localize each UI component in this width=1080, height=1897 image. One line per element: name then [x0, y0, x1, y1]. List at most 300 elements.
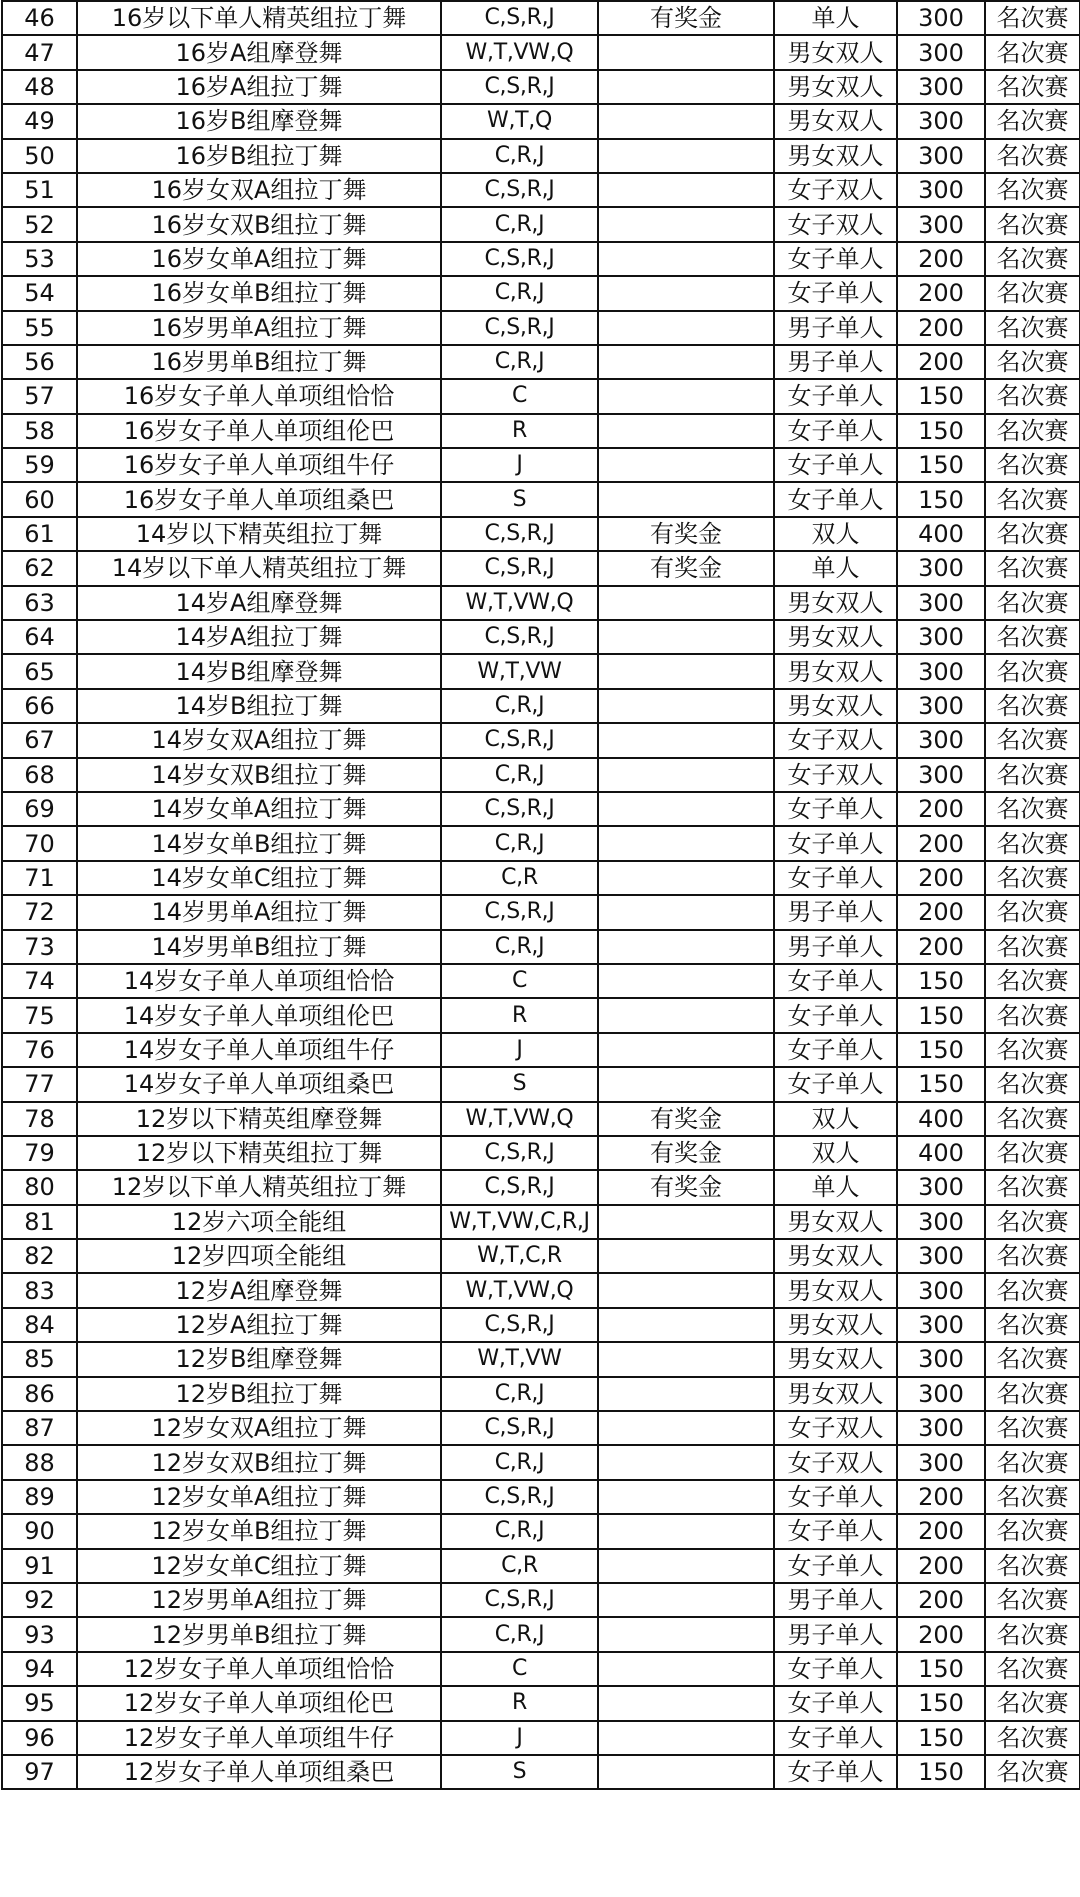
prize-cell — [598, 414, 774, 448]
fee-cell: 300 — [897, 1342, 985, 1376]
prize-cell: 有奖金 — [598, 1, 774, 35]
dances-cell: C,S,R,J — [441, 517, 598, 551]
row-number-cell: 77 — [2, 1067, 77, 1101]
dances-cell: W,T,VW,C,R,J — [441, 1205, 598, 1239]
prize-cell — [598, 654, 774, 688]
row-number-cell: 95 — [2, 1686, 77, 1720]
format-cell: 名次赛 — [985, 1411, 1080, 1445]
fee-cell: 150 — [897, 448, 985, 482]
row-number-cell: 71 — [2, 861, 77, 895]
table-row — [2, 792, 1080, 826]
event-name-cell: 12岁B组摩登舞 — [77, 1342, 441, 1376]
fee-cell: 200 — [897, 242, 985, 276]
category-cell: 女子单人 — [774, 964, 897, 998]
prize-cell — [598, 1583, 774, 1617]
table-row — [2, 1721, 1080, 1755]
table-row — [2, 70, 1080, 104]
table-row — [2, 1102, 1080, 1136]
table-row — [2, 861, 1080, 895]
row-number-cell: 91 — [2, 1549, 77, 1583]
event-name-cell: 16岁女双A组拉丁舞 — [77, 173, 441, 207]
row-number-cell: 58 — [2, 414, 77, 448]
row-number-cell: 66 — [2, 689, 77, 723]
prize-cell — [598, 620, 774, 654]
category-cell: 男子单人 — [774, 895, 897, 929]
dances-cell: R — [441, 998, 598, 1032]
fee-cell: 150 — [897, 998, 985, 1032]
format-cell: 名次赛 — [985, 35, 1080, 69]
fee-cell: 150 — [897, 1721, 985, 1755]
prize-cell — [598, 1755, 774, 1789]
category-cell: 男女双人 — [774, 70, 897, 104]
format-cell: 名次赛 — [985, 1205, 1080, 1239]
dances-cell: W,T,VW,Q — [441, 1102, 598, 1136]
prize-cell — [598, 1652, 774, 1686]
fee-cell: 200 — [897, 1480, 985, 1514]
event-name-cell: 14岁女子单人单项组恰恰 — [77, 964, 441, 998]
event-name-cell: 12岁四项全能组 — [77, 1239, 441, 1273]
dances-cell: C,S,R,J — [441, 1308, 598, 1342]
format-cell: 名次赛 — [985, 448, 1080, 482]
table-row — [2, 414, 1080, 448]
table-row — [2, 1583, 1080, 1617]
row-number-cell: 70 — [2, 826, 77, 860]
format-cell: 名次赛 — [985, 207, 1080, 241]
event-name-cell: 14岁B组拉丁舞 — [77, 689, 441, 723]
table-row — [2, 1549, 1080, 1583]
category-cell: 女子单人 — [774, 276, 897, 310]
fee-cell: 150 — [897, 414, 985, 448]
prize-cell: 有奖金 — [598, 517, 774, 551]
fee-cell: 150 — [897, 1755, 985, 1789]
format-cell: 名次赛 — [985, 1583, 1080, 1617]
category-cell: 双人 — [774, 1102, 897, 1136]
table-row — [2, 1239, 1080, 1273]
format-cell: 名次赛 — [985, 1170, 1080, 1204]
category-cell: 女子单人 — [774, 1514, 897, 1548]
prize-cell — [598, 895, 774, 929]
fee-cell: 200 — [897, 895, 985, 929]
prize-cell — [598, 792, 774, 826]
event-name-cell: 16岁男单B组拉丁舞 — [77, 345, 441, 379]
dances-cell: W,T,VW — [441, 1342, 598, 1376]
row-number-cell: 83 — [2, 1273, 77, 1307]
table-row — [2, 654, 1080, 688]
table-row — [2, 1273, 1080, 1307]
prize-cell — [598, 104, 774, 138]
row-number-cell: 75 — [2, 998, 77, 1032]
category-cell: 男女双人 — [774, 1342, 897, 1376]
fee-cell: 200 — [897, 861, 985, 895]
fee-cell: 150 — [897, 964, 985, 998]
table-row — [2, 1617, 1080, 1651]
dances-cell: C,R,J — [441, 1617, 598, 1651]
prize-cell — [598, 758, 774, 792]
format-cell: 名次赛 — [985, 895, 1080, 929]
dances-cell: S — [441, 1755, 598, 1789]
dances-cell: S — [441, 1067, 598, 1101]
dances-cell: C,S,R,J — [441, 551, 598, 585]
event-name-cell: 12岁女双A组拉丁舞 — [77, 1411, 441, 1445]
prize-cell — [598, 1617, 774, 1651]
dances-cell: C,R,J — [441, 139, 598, 173]
dances-cell: C,S,R,J — [441, 242, 598, 276]
dances-cell: C,S,R,J — [441, 895, 598, 929]
category-cell: 女子单人 — [774, 482, 897, 516]
fee-cell: 300 — [897, 1377, 985, 1411]
dances-cell: C,S,R,J — [441, 792, 598, 826]
row-number-cell: 85 — [2, 1342, 77, 1376]
prize-cell: 有奖金 — [598, 1102, 774, 1136]
prize-cell — [598, 1033, 774, 1067]
format-cell: 名次赛 — [985, 311, 1080, 345]
row-number-cell: 47 — [2, 35, 77, 69]
event-name-cell: 16岁女单B组拉丁舞 — [77, 276, 441, 310]
format-cell: 名次赛 — [985, 1033, 1080, 1067]
format-cell: 名次赛 — [985, 345, 1080, 379]
fee-cell: 150 — [897, 1686, 985, 1720]
table-row — [2, 104, 1080, 138]
prize-cell — [598, 1686, 774, 1720]
dances-cell: C,R,J — [441, 1445, 598, 1479]
category-cell: 男子单人 — [774, 311, 897, 345]
event-name-cell: 12岁A组摩登舞 — [77, 1273, 441, 1307]
format-cell: 名次赛 — [985, 276, 1080, 310]
prize-cell — [598, 1239, 774, 1273]
fee-cell: 200 — [897, 1583, 985, 1617]
event-name-cell: 16岁女子单人单项组牛仔 — [77, 448, 441, 482]
event-name-cell: 16岁女子单人单项组伦巴 — [77, 414, 441, 448]
event-name-cell: 14岁女子单人单项组桑巴 — [77, 1067, 441, 1101]
fee-cell: 300 — [897, 654, 985, 688]
fee-cell: 300 — [897, 173, 985, 207]
format-cell: 名次赛 — [985, 654, 1080, 688]
category-cell: 女子双人 — [774, 207, 897, 241]
table-row — [2, 1033, 1080, 1067]
fee-cell: 300 — [897, 70, 985, 104]
event-name-cell: 14岁女子单人单项组伦巴 — [77, 998, 441, 1032]
table-row — [2, 207, 1080, 241]
table-row — [2, 1411, 1080, 1445]
category-cell: 男女双人 — [774, 1273, 897, 1307]
format-cell: 名次赛 — [985, 1480, 1080, 1514]
fee-cell: 300 — [897, 104, 985, 138]
format-cell: 名次赛 — [985, 242, 1080, 276]
category-cell: 女子单人 — [774, 1721, 897, 1755]
format-cell: 名次赛 — [985, 1239, 1080, 1273]
format-cell: 名次赛 — [985, 1308, 1080, 1342]
fee-cell: 200 — [897, 1549, 985, 1583]
dances-cell: J — [441, 448, 598, 482]
table-row — [2, 998, 1080, 1032]
table-row — [2, 1170, 1080, 1204]
event-name-cell: 14岁B组摩登舞 — [77, 654, 441, 688]
table-row — [2, 930, 1080, 964]
dances-cell: C,R,J — [441, 1377, 598, 1411]
dances-cell: R — [441, 414, 598, 448]
dances-cell: C,S,R,J — [441, 70, 598, 104]
event-name-cell: 12岁女子单人单项组恰恰 — [77, 1652, 441, 1686]
prize-cell — [598, 861, 774, 895]
format-cell: 名次赛 — [985, 1617, 1080, 1651]
event-name-cell: 14岁男单B组拉丁舞 — [77, 930, 441, 964]
event-name-cell: 14岁女单B组拉丁舞 — [77, 826, 441, 860]
table-row — [2, 1342, 1080, 1376]
event-name-cell: 12岁男单B组拉丁舞 — [77, 1617, 441, 1651]
fee-cell: 300 — [897, 1445, 985, 1479]
event-name-cell: 12岁女单B组拉丁舞 — [77, 1514, 441, 1548]
format-cell: 名次赛 — [985, 517, 1080, 551]
dances-cell: C,R,J — [441, 1514, 598, 1548]
format-cell: 名次赛 — [985, 1, 1080, 35]
event-name-cell: 12岁女单A组拉丁舞 — [77, 1480, 441, 1514]
format-cell: 名次赛 — [985, 379, 1080, 413]
row-number-cell: 57 — [2, 379, 77, 413]
category-cell: 女子单人 — [774, 242, 897, 276]
dances-cell: C,S,R,J — [441, 1411, 598, 1445]
prize-cell — [598, 1549, 774, 1583]
row-number-cell: 82 — [2, 1239, 77, 1273]
format-cell: 名次赛 — [985, 551, 1080, 585]
event-name-cell: 12岁男单A组拉丁舞 — [77, 1583, 441, 1617]
table-row — [2, 1067, 1080, 1101]
table-row — [2, 1755, 1080, 1789]
event-name-cell: 12岁A组拉丁舞 — [77, 1308, 441, 1342]
event-name-cell: 12岁女双B组拉丁舞 — [77, 1445, 441, 1479]
row-number-cell: 97 — [2, 1755, 77, 1789]
category-cell: 女子单人 — [774, 414, 897, 448]
fee-cell: 300 — [897, 1308, 985, 1342]
row-number-cell: 52 — [2, 207, 77, 241]
category-cell: 女子双人 — [774, 723, 897, 757]
prize-cell — [598, 1411, 774, 1445]
table-body — [2, 1, 1080, 1789]
prize-cell — [598, 1721, 774, 1755]
event-name-cell: 16岁女单A组拉丁舞 — [77, 242, 441, 276]
dances-cell: C,S,R,J — [441, 1170, 598, 1204]
table-row — [2, 173, 1080, 207]
prize-cell — [598, 964, 774, 998]
event-name-cell: 16岁女子单人单项组恰恰 — [77, 379, 441, 413]
fee-cell: 400 — [897, 1102, 985, 1136]
fee-cell: 200 — [897, 930, 985, 964]
table-row — [2, 689, 1080, 723]
row-number-cell: 53 — [2, 242, 77, 276]
table-row — [2, 620, 1080, 654]
format-cell: 名次赛 — [985, 1273, 1080, 1307]
dances-cell: C — [441, 1652, 598, 1686]
category-cell: 单人 — [774, 551, 897, 585]
fee-cell: 300 — [897, 139, 985, 173]
table-row — [2, 826, 1080, 860]
row-number-cell: 84 — [2, 1308, 77, 1342]
dances-cell: W,T,Q — [441, 104, 598, 138]
row-number-cell: 87 — [2, 1411, 77, 1445]
row-number-cell: 73 — [2, 930, 77, 964]
format-cell: 名次赛 — [985, 723, 1080, 757]
prize-cell — [598, 1205, 774, 1239]
category-cell: 女子双人 — [774, 173, 897, 207]
category-cell: 男子单人 — [774, 1583, 897, 1617]
prize-cell — [598, 930, 774, 964]
row-number-cell: 92 — [2, 1583, 77, 1617]
dances-cell: C,R — [441, 1549, 598, 1583]
format-cell: 名次赛 — [985, 758, 1080, 792]
event-name-cell: 16岁A组摩登舞 — [77, 35, 441, 69]
prize-cell — [598, 345, 774, 379]
prize-cell — [598, 1480, 774, 1514]
table-row — [2, 723, 1080, 757]
row-number-cell: 93 — [2, 1617, 77, 1651]
table-row — [2, 139, 1080, 173]
prize-cell — [598, 139, 774, 173]
fee-cell: 150 — [897, 1067, 985, 1101]
dances-cell: C,S,R,J — [441, 1480, 598, 1514]
row-number-cell: 74 — [2, 964, 77, 998]
category-cell: 女子单人 — [774, 861, 897, 895]
category-cell: 男女双人 — [774, 586, 897, 620]
fee-cell: 200 — [897, 826, 985, 860]
category-cell: 男女双人 — [774, 1308, 897, 1342]
prize-cell — [598, 1273, 774, 1307]
category-cell: 女子单人 — [774, 826, 897, 860]
row-number-cell: 55 — [2, 311, 77, 345]
category-cell: 男女双人 — [774, 139, 897, 173]
fee-cell: 300 — [897, 551, 985, 585]
table-row — [2, 276, 1080, 310]
table-row — [2, 1205, 1080, 1239]
row-number-cell: 72 — [2, 895, 77, 929]
event-name-cell: 12岁女子单人单项组桑巴 — [77, 1755, 441, 1789]
event-name-cell: 12岁B组拉丁舞 — [77, 1377, 441, 1411]
table-row — [2, 379, 1080, 413]
row-number-cell: 56 — [2, 345, 77, 379]
row-number-cell: 64 — [2, 620, 77, 654]
format-cell: 名次赛 — [985, 792, 1080, 826]
format-cell: 名次赛 — [985, 1067, 1080, 1101]
fee-cell: 300 — [897, 1239, 985, 1273]
category-cell: 单人 — [774, 1, 897, 35]
fee-cell: 300 — [897, 35, 985, 69]
category-cell: 男女双人 — [774, 1205, 897, 1239]
format-cell: 名次赛 — [985, 861, 1080, 895]
fee-cell: 300 — [897, 1205, 985, 1239]
prize-cell — [598, 207, 774, 241]
prize-cell — [598, 1445, 774, 1479]
dances-cell: C,R,J — [441, 276, 598, 310]
event-name-cell: 12岁女单C组拉丁舞 — [77, 1549, 441, 1583]
dances-cell: C,S,R,J — [441, 173, 598, 207]
row-number-cell: 48 — [2, 70, 77, 104]
category-cell: 男女双人 — [774, 1239, 897, 1273]
prize-cell — [598, 379, 774, 413]
category-cell: 女子单人 — [774, 998, 897, 1032]
table-row — [2, 1686, 1080, 1720]
table-row — [2, 1136, 1080, 1170]
table-row — [2, 311, 1080, 345]
category-cell: 男子单人 — [774, 930, 897, 964]
prize-cell — [598, 998, 774, 1032]
row-number-cell: 62 — [2, 551, 77, 585]
fee-cell: 400 — [897, 1136, 985, 1170]
dances-cell: R — [441, 1686, 598, 1720]
dances-cell: W,T,VW,Q — [441, 586, 598, 620]
prize-cell — [598, 689, 774, 723]
fee-cell: 200 — [897, 311, 985, 345]
format-cell: 名次赛 — [985, 70, 1080, 104]
table-row — [2, 586, 1080, 620]
prize-cell — [598, 70, 774, 104]
row-number-cell: 79 — [2, 1136, 77, 1170]
row-number-cell: 96 — [2, 1721, 77, 1755]
fee-cell: 300 — [897, 1411, 985, 1445]
format-cell: 名次赛 — [985, 414, 1080, 448]
category-cell: 男女双人 — [774, 654, 897, 688]
category-cell: 女子单人 — [774, 1033, 897, 1067]
event-name-cell: 14岁女单A组拉丁舞 — [77, 792, 441, 826]
row-number-cell: 49 — [2, 104, 77, 138]
dances-cell: J — [441, 1033, 598, 1067]
table-row — [2, 895, 1080, 929]
event-name-cell: 16岁男单A组拉丁舞 — [77, 311, 441, 345]
table-row — [2, 1308, 1080, 1342]
format-cell: 名次赛 — [985, 1686, 1080, 1720]
event-name-cell: 12岁女子单人单项组伦巴 — [77, 1686, 441, 1720]
format-cell: 名次赛 — [985, 620, 1080, 654]
format-cell: 名次赛 — [985, 998, 1080, 1032]
prize-cell — [598, 1067, 774, 1101]
fee-cell: 150 — [897, 482, 985, 516]
format-cell: 名次赛 — [985, 1342, 1080, 1376]
format-cell: 名次赛 — [985, 586, 1080, 620]
table-row — [2, 1445, 1080, 1479]
row-number-cell: 86 — [2, 1377, 77, 1411]
event-name-cell: 12岁以下精英组摩登舞 — [77, 1102, 441, 1136]
dances-cell: C,R,J — [441, 689, 598, 723]
category-cell: 女子双人 — [774, 1445, 897, 1479]
dances-cell: C,R,J — [441, 758, 598, 792]
format-cell: 名次赛 — [985, 1549, 1080, 1583]
event-name-cell: 16岁A组拉丁舞 — [77, 70, 441, 104]
format-cell: 名次赛 — [985, 826, 1080, 860]
event-name-cell: 12岁以下精英组拉丁舞 — [77, 1136, 441, 1170]
dances-cell: C,S,R,J — [441, 620, 598, 654]
prize-cell: 有奖金 — [598, 1170, 774, 1204]
format-cell: 名次赛 — [985, 1721, 1080, 1755]
category-cell: 男女双人 — [774, 689, 897, 723]
category-cell: 双人 — [774, 1136, 897, 1170]
event-name-cell: 16岁以下单人精英组拉丁舞 — [77, 1, 441, 35]
dances-cell: C,S,R,J — [441, 1136, 598, 1170]
fee-cell: 150 — [897, 1033, 985, 1067]
row-number-cell: 90 — [2, 1514, 77, 1548]
table-row — [2, 1652, 1080, 1686]
dances-cell: W,T,VW,Q — [441, 1273, 598, 1307]
category-cell: 女子单人 — [774, 1067, 897, 1101]
dances-cell: C,R,J — [441, 826, 598, 860]
category-cell: 男子单人 — [774, 1617, 897, 1651]
dances-cell: C,R,J — [441, 207, 598, 241]
row-number-cell: 80 — [2, 1170, 77, 1204]
table-row — [2, 242, 1080, 276]
fee-cell: 300 — [897, 620, 985, 654]
format-cell: 名次赛 — [985, 173, 1080, 207]
prize-cell: 有奖金 — [598, 1136, 774, 1170]
category-cell: 女子单人 — [774, 1686, 897, 1720]
fee-cell: 200 — [897, 345, 985, 379]
category-cell: 女子单人 — [774, 792, 897, 826]
prize-cell — [598, 586, 774, 620]
